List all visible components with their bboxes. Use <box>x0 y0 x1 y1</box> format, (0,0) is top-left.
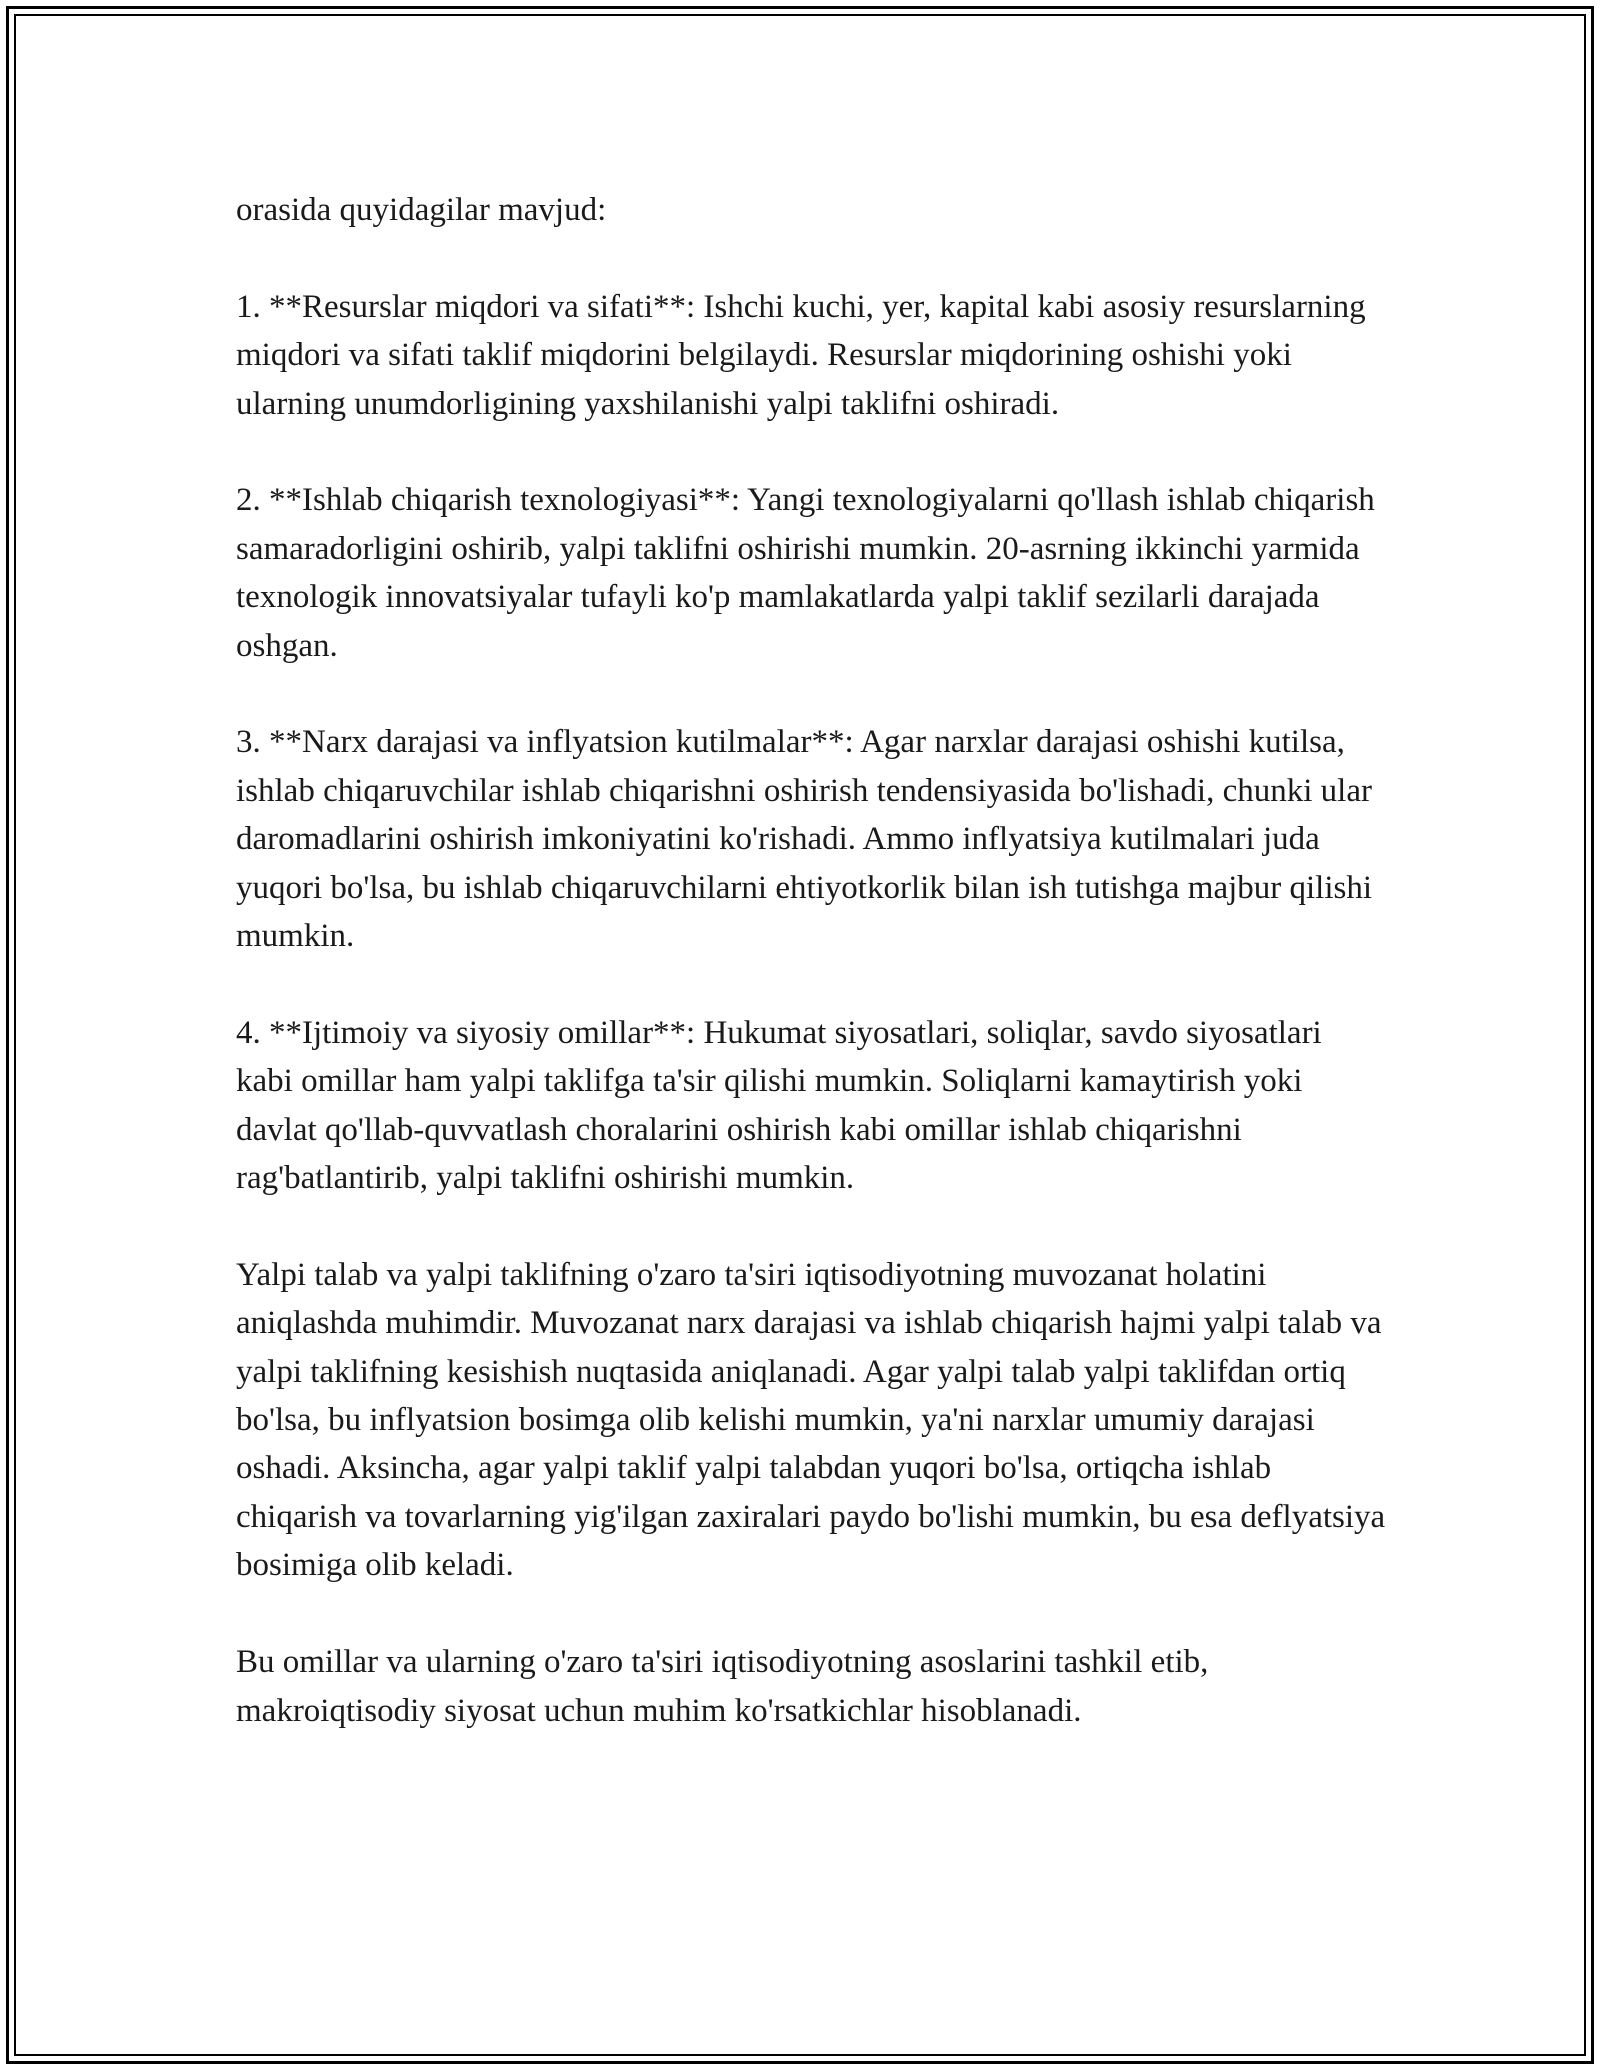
paragraph-intro: orasida quyidagilar mavjud: <box>236 192 607 228</box>
paragraph-item-3: 3. **Narx darajasi va inflyatsion kutilmalar**: Agar narxlar darajasi oshishi kutilsa, ishlab chiqaruvchilar ishlab chiqarishni oshirish tendensiyasida bo'lishadi, chunki ular daromadlarini oshirish imkoniyatini ko'rishadi. Ammo inflyatsiya kutilmalari juda yuqori bo'lsa, bu ishlab chiqaruvchilarni ehtiyotkorlik bilan ish tutishga majbur qilishi mumkin. <box>236 724 1373 955</box>
paragraph-item-4: 4. **Ijtimoiy va siyosiy omillar**: Hukumat siyosatlari, soliqlar, savdo siyosatlari kabi omillar ham yalpi taklifga ta'sir qilishi mumkin. Soliqlarni kamaytirish yoki davlat qo'llab-quvvatlash choralarini oshirish kabi omillar ishlab chiqarishni rag'batlantirib, yalpi taklifni oshirishi mumkin. <box>236 1014 1322 1197</box>
paragraph-conclusion: Bu omillar va ularning o'zaro ta'siri iqtisodiyotning asoslarini tashkil etib, makroiqtisodiy siyosat uchun muhim ko'rsatkichlar hisoblanadi. <box>236 1644 1209 1729</box>
paragraph-item-2: 2. **Ishlab chiqarish texnologiyasi**: Yangi texnologiyalarni qo'llash ishlab chiqarish samaradorligini oshirib, yalpi taklifni oshirishi mumkin. 20-asrning ikkinchi yarmida texnologik innovatsiyalar tufayli ko'p mamlakatlarda yalpi taklif sezilarli darajada oshgan. <box>236 482 1375 664</box>
paragraph-item-1: 1. **Resurslar miqdori va sifati**: Ishchi kuchi, yer, kapital kabi asosiy resurslarning miqdori va sifati taklif miqdorini belgilaydi. Resurslar miqdorining oshishi yoki ularning unumdorligining yaxshilanishi yalpi taklifni oshiradi. <box>236 288 1366 422</box>
paragraph-equilibrium: Yalpi talab va yalpi taklifning o'zaro ta'siri iqtisodiyotning muvozanat holatini aniqlashda muhimdir. Muvozanat narx darajasi va ishlab chiqarish hajmi yalpi talab va yalpi taklifning kesishish nuqtasida aniqlanadi. Agar yalpi talab yalpi taklifdan ortiq bo'lsa, bu inflyatsion bosimga olib kelishi mumkin, ya'ni narxlar umumiy darajasi oshadi. Aksincha, agar yalpi taklif yalpi talabdan yuqori bo'lsa, ortiqcha ishlab chiqarish va tovarlarning yig'ilgan zaxiralari paydo bo'lishi mumkin, bu esa deflyatsiya bosimiga olib keladi. <box>236 1256 1386 1584</box>
document-body <box>236 186 1386 1735</box>
